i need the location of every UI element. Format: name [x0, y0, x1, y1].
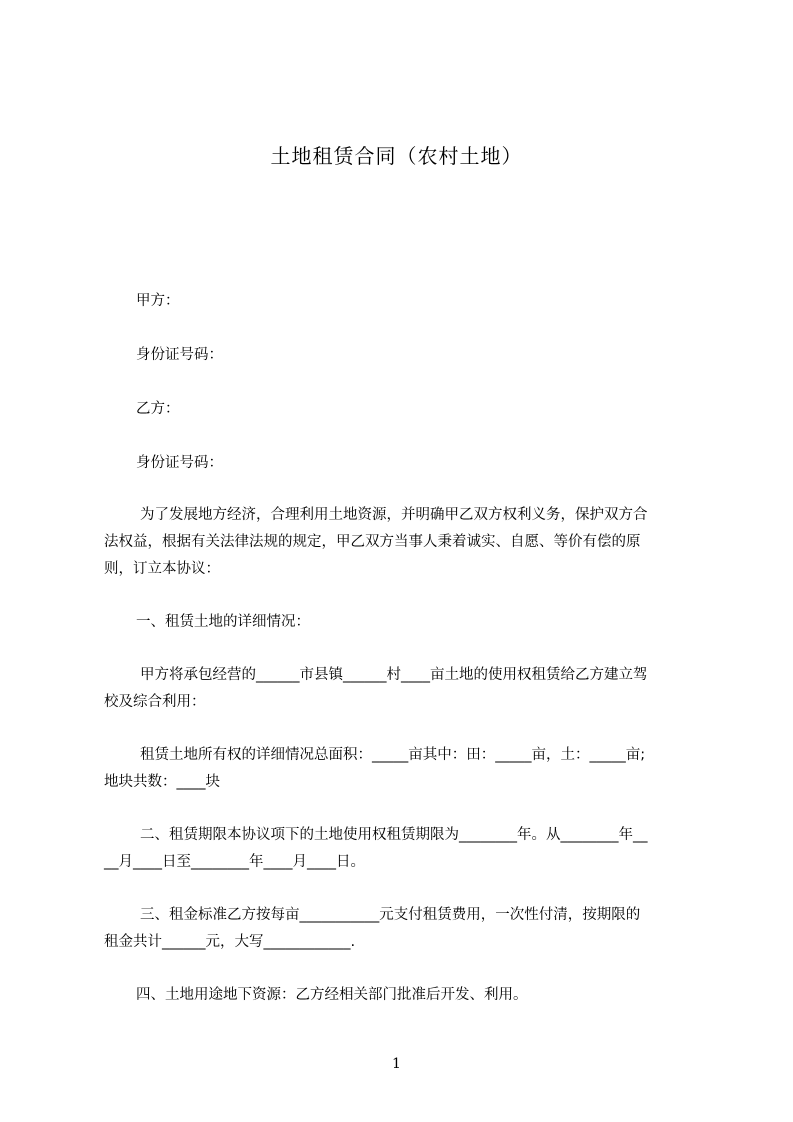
preamble-line: 为了发展地方经济，合理利用土地资源，并明确甲乙双方权利义务，保护双方合 [140, 507, 648, 523]
land-details-line: 租赁土地所有权的详细情况总面积：_____亩其中：田：_____亩，土：_____亩; [140, 747, 646, 763]
section-4-line: 四、土地用途地下资源：乙方经相关部门批准后开发、利用。 [136, 987, 528, 1003]
section-1-para-line: 甲方将承包经营的______市县镇______村____亩土地的使用权租赁给乙方建立驾 [140, 667, 648, 683]
section-2-line: 二、租赁期限本协议项下的土地使用权租赁期限为________年。从________年__ [140, 827, 648, 843]
preamble-line: 法权益，根据有关法律法规的规定，甲乙双方当事人秉着诚实、自愿、等价有偿的原 [104, 534, 641, 550]
section-2-line: __月____日至________年____月____日。 [104, 854, 365, 870]
section-3-line: 三、租金标准乙方按每亩___________元支付租赁费用，一次性付清，按期限的 [140, 907, 641, 923]
land-details-line: 地块共数：____块 [104, 774, 220, 790]
section-1-para-line: 校及综合利用： [104, 694, 206, 710]
party-a-label: 甲方： [136, 293, 180, 309]
party-a-id-label: 身份证号码： [136, 347, 223, 363]
page-number: 1 [392, 1056, 401, 1072]
section-3-line: 租金共计______元，大写____________. [104, 934, 356, 950]
preamble-line: 则，订立本协议： [104, 561, 220, 577]
section-1-heading: 一、租赁土地的详细情况： [136, 614, 310, 630]
document-title: 土地租赁合同（农村土地） [270, 144, 523, 168]
party-b-id-label: 身份证号码： [136, 455, 223, 471]
party-b-label: 乙方： [136, 401, 180, 417]
